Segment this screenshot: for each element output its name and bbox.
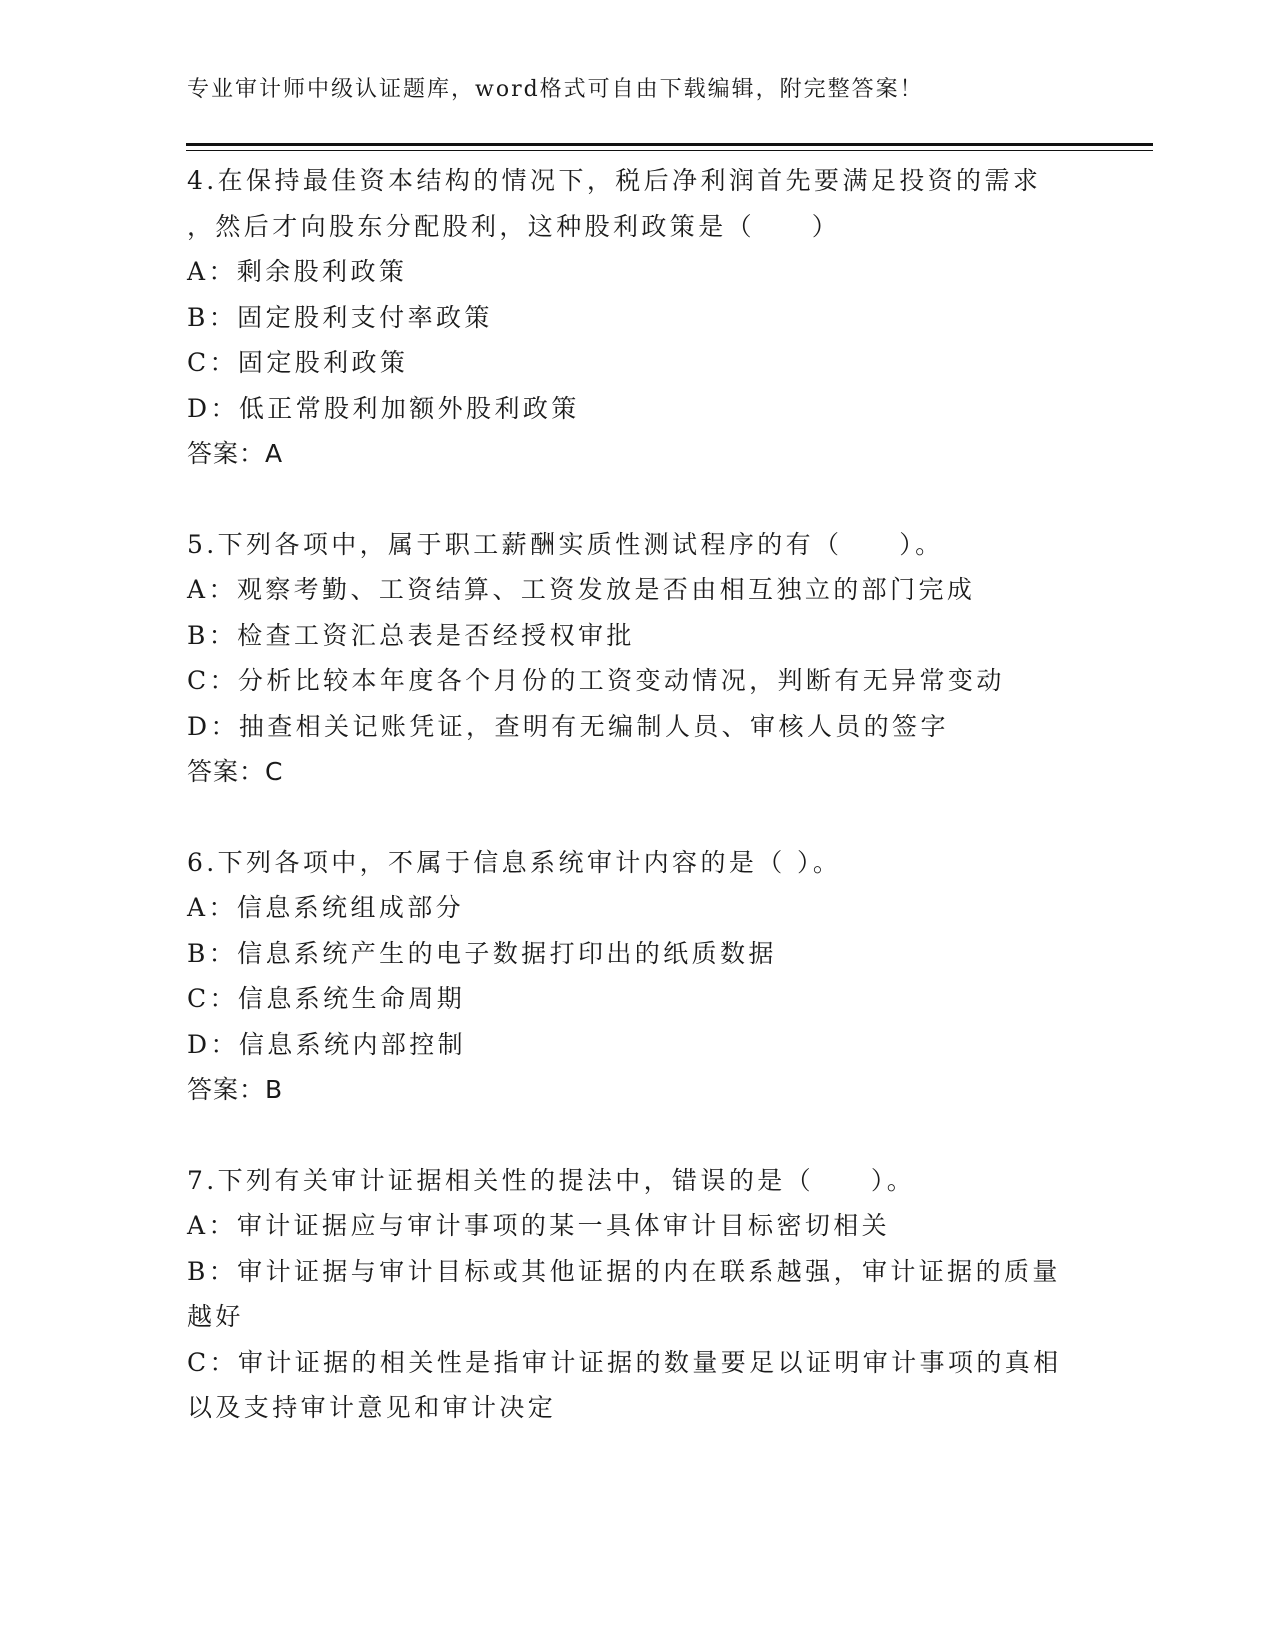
option-d: D：低正常股利加额外股利政策 [187,393,580,423]
option-d: D：抽查相关记账凭证，查明有无编制人员、审核人员的签字 [187,711,949,741]
header-rule-thin [186,150,1153,151]
question-stem: 7.下列有关审计证据相关性的提法中，错误的是（ ）。 [187,1165,916,1195]
option-b-continued: 越好 [187,1302,244,1331]
option-b: B：信息系统产生的电子数据打印出的纸质数据 [187,938,777,968]
option-a: A：审计证据应与审计事项的某一具体审计目标密切相关 [187,1211,891,1240]
option-d: D：信息系统内部控制 [187,1029,467,1059]
question-stem: ，然后才向股东分配股利，这种股利政策是（ ） [187,211,841,241]
question-item [187,1158,1087,1431]
question-stem: 6.下列各项中，不属于信息系统审计内容的是（ ）。 [187,847,842,877]
question-list [187,158,1087,1476]
answer-line: 答案：B [187,1075,284,1104]
option-b: B：检查工资汇总表是否经授权审批 [187,620,635,650]
option-b: B：审计证据与审计目标或其他证据的内在联系越强，审计证据的质量 [187,1256,1061,1286]
answer-line: 答案：A [187,439,284,468]
option-c: C：审计证据的相关性是指审计证据的数量要足以证明审计事项的真相 [187,1347,1062,1377]
option-c: C：固定股利政策 [187,348,409,377]
answer-line: 答案：C [187,757,284,786]
option-c: C：分析比较本年度各个月份的工资变动情况，判断有无异常变动 [187,666,1005,695]
header-rule-thick [186,143,1153,146]
question-item [187,158,1087,477]
option-c-continued: 以及支持审计意见和审计决定 [187,1393,557,1422]
question-stem: 4.在保持最佳资本结构的情况下，税后净利润首先要满足投资的需求 [187,166,1042,195]
option-b: B：固定股利支付率政策 [187,302,493,332]
question-item [187,840,1087,1113]
question-stem: 5.下列各项中，属于职工薪酬实质性测试程序的有（ ）。 [187,529,944,559]
option-a: A：剩余股利政策 [187,257,408,286]
header-note: 专业审计师中级认证题库，word格式可自由下载编辑，附完整答案！ [187,77,924,102]
option-a: A：观察考勤、工资结算、工资发放是否由相互独立的部门完成 [187,575,976,604]
option-a: A：信息系统组成部分 [187,893,465,922]
question-item [187,522,1087,795]
option-c: C：信息系统生命周期 [187,984,466,1013]
